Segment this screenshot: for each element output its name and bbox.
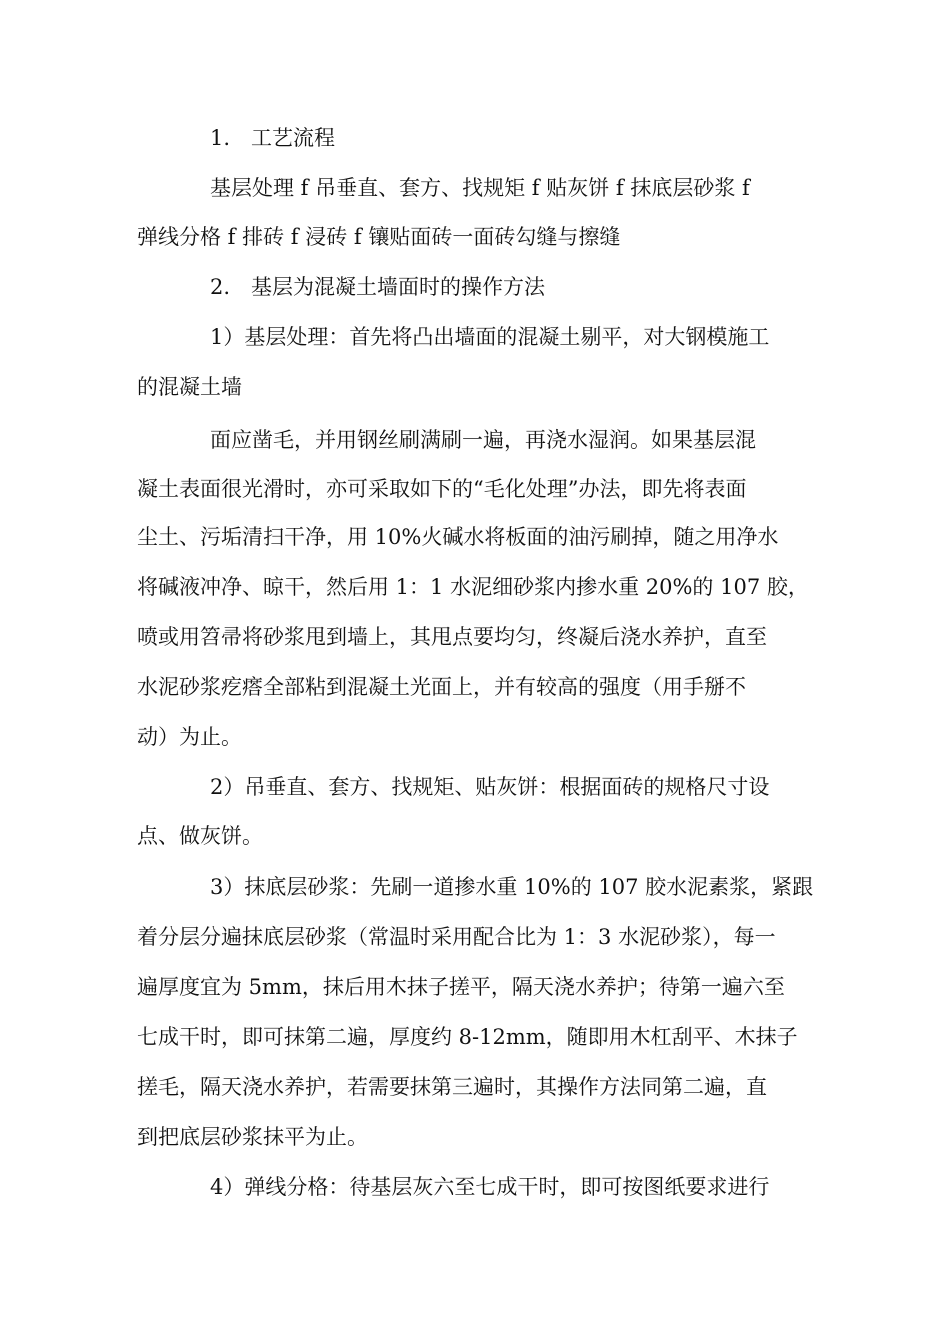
paragraph-line: 点、做灰饼。 <box>137 824 263 848</box>
paragraph-line: 3）抹底层砂浆：先刷一道掺水重 10%的 107 胶水泥素浆，紧跟 <box>210 875 814 899</box>
paragraph-line: 动）为止。 <box>137 725 242 749</box>
paragraph-line: 到把底层砂浆抹平为止。 <box>137 1125 368 1149</box>
process-flow-line-1: 基层处理 f 吊垂直、套方、找规矩 f 贴灰饼 f 抹底层砂浆 f <box>210 176 750 200</box>
paragraph-line: 水泥砂浆疙瘩全部粘到混凝土光面上，并有较高的强度（用手掰不 <box>137 675 746 699</box>
paragraph-line: 凝土表面很光滑时，亦可采取如下的“毛化处理”办法，即先将表面 <box>137 477 747 501</box>
paragraph-line: 2）吊垂直、套方、找规矩、贴灰饼：根据面砖的规格尺寸设 <box>210 775 770 799</box>
paragraph-line: 遍厚度宜为 5mm，抹后用木抹子搓平，隔天浇水养护；待第一遍六至 <box>137 975 785 999</box>
paragraph-line: 的混凝土墙 <box>137 375 242 399</box>
paragraph-line: 着分层分遍抹底层砂浆（常温时采用配合比为 1：3 水泥砂浆），每一 <box>137 925 776 949</box>
paragraph-line: 尘土、污垢清扫干净，用 10%火碱水将板面的油污刷掉，随之用净水 <box>137 525 779 549</box>
paragraph-line: 喷或用笤帚将砂浆甩到墙上，其甩点要均匀，终凝后浇水养护，直至 <box>137 625 767 649</box>
heading-process-flow: 1. 工艺流程 <box>210 126 336 150</box>
paragraph-line: 将碱液冲净、晾干，然后用 1：1 水泥细砂浆内掺水重 20%的 107 胶， <box>137 575 809 599</box>
paragraph-line: 4）弹线分格：待基层灰六至七成干时，即可按图纸要求进行 <box>210 1175 770 1199</box>
paragraph-line: 1）基层处理：首先将凸出墙面的混凝土剔平，对大钢模施工 <box>210 325 770 349</box>
process-flow-line-2: 弹线分格 f 排砖 f 浸砖 f 镶贴面砖一面砖勾缝与擦缝 <box>137 225 621 249</box>
paragraph-line: 搓毛，隔天浇水养护，若需要抹第三遍时，其操作方法同第二遍，直 <box>137 1075 767 1099</box>
paragraph-line: 面应凿毛，并用钢丝刷满刷一遍，再浇水湿润。如果基层混 <box>210 428 756 452</box>
paragraph-line: 七成干时，即可抹第二遍，厚度约 8-12mm，随即用木杠刮平、木抹子 <box>137 1025 798 1049</box>
heading-operation-method: 2. 基层为混凝土墙面时的操作方法 <box>210 275 546 299</box>
